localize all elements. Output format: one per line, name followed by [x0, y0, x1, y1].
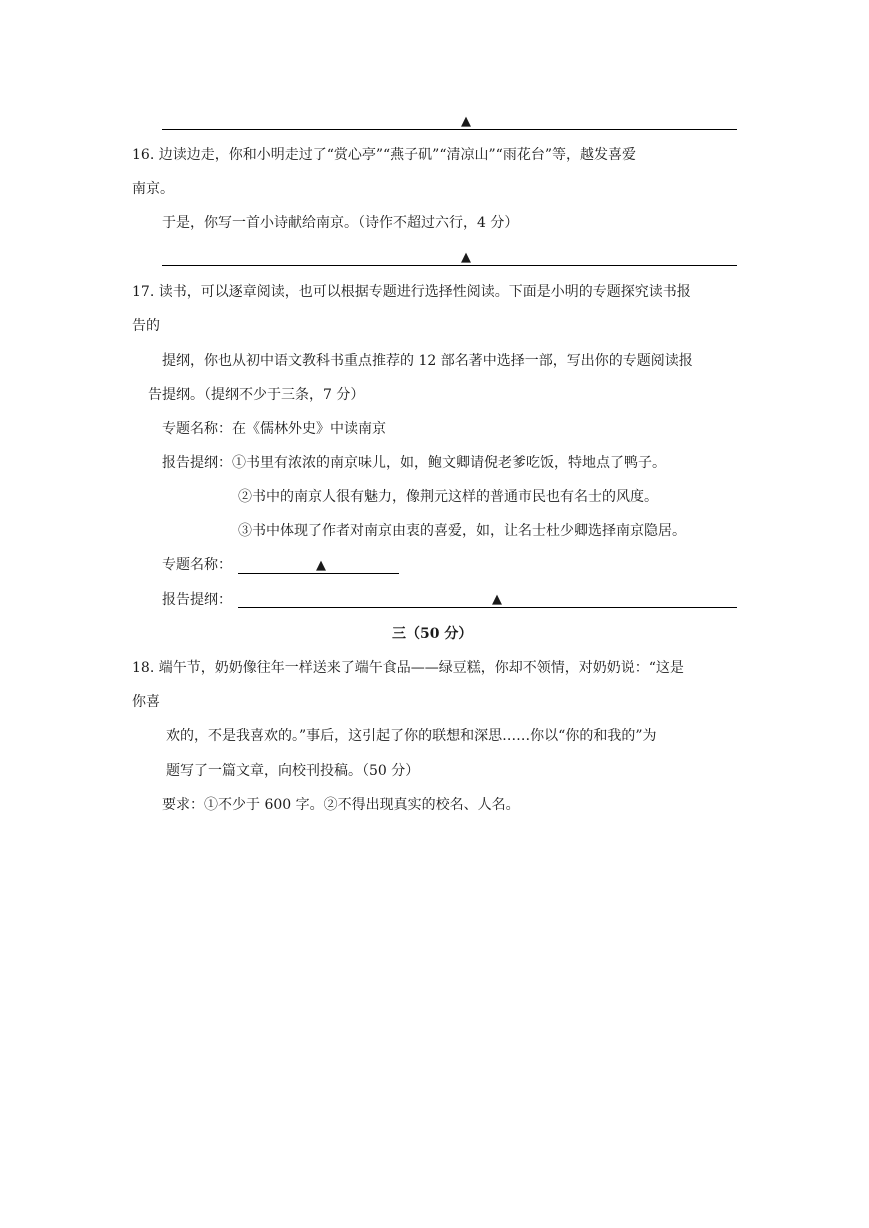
q16-answer-line — [162, 265, 737, 266]
q17-example-outline-2: ②书中的南京人很有魅力，像荆元这样的普通市民也有名士的风度。 — [238, 489, 658, 505]
q17-outline-triangle-icon: ▲ — [492, 592, 502, 607]
q17-line-1: 17. 读书，可以逐章阅读，也可以根据专题进行选择性阅读。下面是小明的专题探究读书报 — [132, 284, 691, 300]
q16-line-3: 于是，你写一首小诗献给南京。（诗作不超过六行，4 分） — [162, 215, 519, 231]
answer-triangle-icon: ▲ — [461, 114, 471, 129]
q18-line-1: 18. 端午节，奶奶像往年一样送来了端午食品——绿豆糕，你却不领情，对奶奶说：“这是 — [132, 660, 684, 676]
q16-line-2: 南京。 — [132, 181, 174, 197]
q17-topic-answer-line[interactable] — [238, 573, 399, 574]
q18-requirements: 要求：①不少于 600 字。②不得出现真实的校名、人名。 — [162, 797, 520, 813]
q17-example-topic: 专题名称：在《儒林外史》中读南京 — [162, 421, 386, 437]
q16-line-1: 16. 边读边走，你和小明走过了“赏心亭”“燕子矶”“清凉山”“雨花台”等，越发喜爱 — [132, 147, 636, 163]
q18-line-3: 欢的，不是我喜欢的。”事后，这引起了你的联想和深思……你以“你的和我的”为 — [166, 728, 657, 744]
q18-line-2: 你喜 — [132, 694, 160, 710]
section-3-heading: 三（50 分） — [392, 626, 473, 642]
q18-line-4: 题写了一篇文章，向校刊投稿。（50 分） — [166, 763, 420, 779]
q17-outline-label: 报告提纲： — [162, 592, 232, 608]
q17-line-2: 告的 — [132, 318, 160, 334]
q17-outline-answer-line[interactable] — [238, 607, 737, 608]
q17-topic-triangle-icon: ▲ — [316, 558, 326, 573]
answer-line — [162, 129, 737, 130]
q17-example-outline-1: 报告提纲：①书里有浓浓的南京味儿，如，鲍文卿请倪老爹吃饭，特地点了鸭子。 — [162, 455, 666, 471]
q16-answer-triangle-icon: ▲ — [461, 250, 471, 265]
q17-line-4: 告提纲。（提纲不少于三条，7 分） — [148, 387, 365, 403]
q17-topic-label: 专题名称： — [162, 557, 232, 573]
q17-line-3: 提纲，你也从初中语文教科书重点推荐的 12 部名著中选择一部，写出你的专题阅读报 — [162, 353, 693, 369]
q17-example-outline-3: ③书中体现了作者对南京由衷的喜爱，如，让名士杜少卿选择南京隐居。 — [238, 523, 686, 539]
